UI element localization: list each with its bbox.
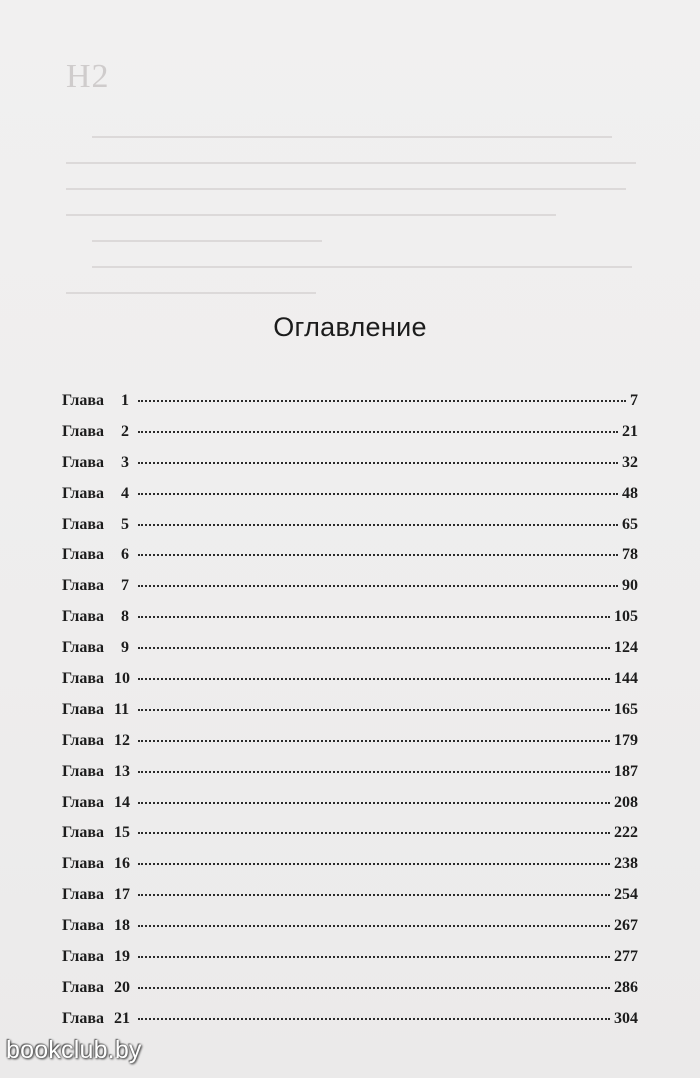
toc-entry-label: Глава (62, 855, 104, 873)
toc-entry-chapter-number: 8 (121, 608, 129, 626)
toc-entry (62, 639, 638, 670)
toc-entry-chapter-number: 15 (114, 824, 130, 842)
toc-entry-leader-dots (138, 832, 610, 834)
toc-entry-chapter-number: 6 (121, 546, 129, 564)
toc-entry (62, 948, 638, 979)
toc-entry-chapter-number: 1 (121, 392, 129, 409)
toc-entry-page-number: 105 (614, 608, 638, 626)
toc-entry-leader-dots (138, 709, 610, 711)
toc-entry-label: Глава (62, 484, 104, 502)
toc-entry (62, 577, 638, 608)
reverse-page-bleed-heading: H2 (66, 58, 110, 95)
toc-entry (62, 979, 638, 1010)
toc-entry-label: Глава (62, 978, 104, 996)
toc-entry-leader-dots (138, 647, 610, 649)
toc-entry (62, 423, 638, 454)
toc-entry-label: Глава (62, 422, 104, 440)
toc-entry-label: Глава (62, 731, 104, 749)
toc-entry (62, 824, 638, 855)
watermark: bookclub.by (6, 1036, 142, 1064)
toc-entry-chapter-number: 16 (114, 855, 130, 873)
toc-entry-page-number: 124 (614, 639, 638, 657)
toc-entry-chapter-number: 19 (114, 948, 130, 966)
toc-entry-label: Глава (62, 546, 104, 564)
toc-entry-chapter-number: 3 (121, 453, 129, 471)
toc-entry-label: Глава (62, 793, 104, 811)
toc-entry-leader-dots (138, 987, 610, 989)
toc-entry-chapter-number: 10 (114, 670, 130, 688)
toc-entry-page-number: 65 (622, 515, 638, 533)
toc-entry-label: Глава (62, 577, 104, 595)
toc-entry-leader-dots (138, 585, 618, 587)
toc-entry (62, 794, 638, 825)
reverse-page-bleed-line (92, 136, 612, 138)
toc-entry (62, 1010, 638, 1041)
toc-entry-chapter-number: 12 (114, 731, 130, 749)
toc-entry-chapter-number: 17 (114, 886, 130, 904)
toc-entry-chapter-number: 4 (121, 484, 129, 502)
toc-entry-leader-dots (138, 493, 618, 495)
toc-entry-leader-dots (138, 771, 610, 773)
toc-entry-page-number: 21 (622, 422, 638, 440)
toc-entry-label: Глава (62, 392, 104, 409)
toc-entry-leader-dots (138, 925, 610, 927)
toc-entry-page-number: 179 (614, 731, 638, 749)
toc-entry (62, 670, 638, 701)
page-title: Оглавление (273, 312, 427, 342)
toc-entry-leader-dots (138, 524, 618, 526)
toc-entry (62, 392, 638, 423)
toc-entry-page-number: 277 (614, 948, 638, 966)
toc-entry-page-number: 7 (630, 392, 638, 409)
toc-entry (62, 701, 638, 732)
toc-entry-page-number: 208 (614, 793, 638, 811)
toc-entry-page-number: 304 (614, 1009, 638, 1027)
toc-entry-chapter-number: 11 (114, 700, 130, 718)
toc-entry-label: Глава (62, 608, 104, 626)
toc-entry-leader-dots (138, 616, 610, 618)
toc-entry-label: Глава (62, 1009, 104, 1027)
toc-entry-page-number: 187 (614, 762, 638, 780)
toc-entry-leader-dots (138, 956, 610, 958)
toc-entry-leader-dots (138, 740, 610, 742)
toc-entry-label: Глава (62, 917, 104, 935)
toc-entry (62, 917, 638, 948)
toc-entry-label: Глава (62, 453, 104, 471)
toc-entry-page-number: 144 (614, 670, 638, 688)
toc-entry-leader-dots (138, 863, 610, 865)
toc-entry-chapter-number: 20 (114, 978, 130, 996)
toc-entry-leader-dots (138, 431, 618, 433)
toc-entry-label: Глава (62, 700, 104, 718)
toc-entry-leader-dots (138, 554, 618, 556)
reverse-page-bleed-line (92, 266, 632, 268)
toc-entry-chapter-number: 7 (121, 577, 129, 595)
toc-entry-page-number: 165 (614, 700, 638, 718)
reverse-page-bleed-line (66, 162, 636, 164)
toc-entry-chapter-number: 9 (121, 639, 129, 657)
toc-entry-page-number: 286 (614, 978, 638, 996)
table-of-contents (62, 392, 638, 1041)
toc-entry-chapter-number: 18 (114, 917, 130, 935)
toc-entry-leader-dots (138, 802, 610, 804)
toc-entry-leader-dots (138, 400, 626, 402)
toc-entry-chapter-number: 2 (121, 422, 129, 440)
toc-entry-chapter-number: 14 (114, 793, 130, 811)
toc-entry-leader-dots (138, 678, 610, 680)
toc-entry-leader-dots (138, 462, 618, 464)
toc-entry-page-number: 254 (614, 886, 638, 904)
toc-entry (62, 485, 638, 516)
toc-entry-label: Глава (62, 639, 104, 657)
toc-entry-label: Глава (62, 515, 104, 533)
reverse-page-bleed-line (92, 240, 322, 242)
toc-entry-label: Глава (62, 824, 104, 842)
toc-entry-chapter-number: 13 (114, 762, 130, 780)
toc-entry (62, 516, 638, 547)
toc-entry (62, 855, 638, 886)
toc-entry-page-number: 238 (614, 855, 638, 873)
toc-entry-label: Глава (62, 762, 104, 780)
toc-entry-page-number: 267 (614, 917, 638, 935)
toc-entry (62, 732, 638, 763)
toc-entry-page-number: 78 (622, 546, 638, 564)
reverse-page-bleed-line (66, 214, 556, 216)
toc-entry-chapter-number: 21 (114, 1009, 130, 1027)
toc-entry-page-number: 222 (614, 824, 638, 842)
toc-entry-page-number: 48 (622, 484, 638, 502)
toc-entry (62, 886, 638, 917)
toc-entry-label: Глава (62, 670, 104, 688)
reverse-page-bleed-line (66, 188, 626, 190)
toc-entry (62, 454, 638, 485)
toc-entry (62, 608, 638, 639)
toc-entry (62, 763, 638, 794)
reverse-page-bleed-line (66, 292, 316, 294)
toc-entry-chapter-number: 5 (121, 515, 129, 533)
toc-entry-label: Глава (62, 948, 104, 966)
toc-entry-page-number: 32 (622, 453, 638, 471)
toc-entry-label: Глава (62, 886, 104, 904)
toc-entry-leader-dots (138, 894, 610, 896)
toc-entry (62, 546, 638, 577)
toc-entry-leader-dots (138, 1018, 610, 1020)
toc-entry-page-number: 90 (622, 577, 638, 595)
